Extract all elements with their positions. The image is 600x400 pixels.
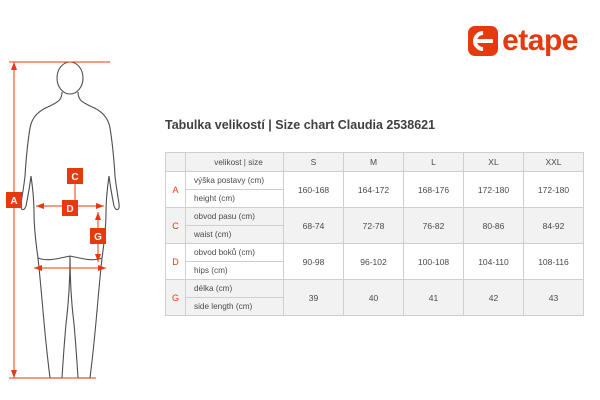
table-row [166, 280, 584, 316]
cell-c-xl: 80-86 [464, 208, 524, 244]
row-label-cz: výška postavy (cm) [186, 172, 283, 190]
table-row [166, 244, 584, 280]
row-label-cz: délka (cm) [186, 280, 283, 298]
header-size-xl: XL [464, 153, 524, 172]
cell-c-xxl: 84-92 [524, 208, 584, 244]
svg-text:G: G [94, 232, 102, 243]
header-size-l: L [404, 153, 464, 172]
cell-a-s: 160-168 [284, 172, 344, 208]
row-label-c [186, 208, 284, 244]
svg-text:C: C [71, 172, 79, 183]
row-label-en: hips (cm) [194, 266, 228, 275]
cell-g-m: 40 [344, 280, 404, 316]
row-letter-c: C [166, 208, 186, 244]
cell-g-s: 39 [284, 280, 344, 316]
row-label-en: height (cm) [194, 194, 235, 203]
page-title: Tabulka velikostí | Size chart Claudia 2538621 [165, 118, 436, 132]
table-row [166, 172, 584, 208]
cell-g-xxl: 43 [524, 280, 584, 316]
header-size-label: velikost | size [186, 153, 284, 172]
body-measurement-diagram [0, 0, 165, 400]
row-label-d [186, 244, 284, 280]
row-label-g [186, 280, 284, 316]
brand-name: etape [502, 24, 578, 57]
cell-d-l: 100-108 [404, 244, 464, 280]
cell-d-xl: 104-110 [464, 244, 524, 280]
row-letter-g: G [166, 280, 186, 316]
header-size-m: M [344, 153, 404, 172]
row-label-en: waist (cm) [194, 230, 232, 239]
cell-a-xl: 172-180 [464, 172, 524, 208]
table-row [166, 208, 584, 244]
cell-a-l: 168-176 [404, 172, 464, 208]
cell-c-m: 72-78 [344, 208, 404, 244]
cell-d-s: 90-98 [284, 244, 344, 280]
cell-c-s: 68-74 [284, 208, 344, 244]
cell-g-xl: 42 [464, 280, 524, 316]
header-size-s: S [284, 153, 344, 172]
table-header-row [166, 153, 584, 172]
svg-text:D: D [66, 204, 74, 215]
cell-d-m: 96-102 [344, 244, 404, 280]
cell-a-xxl: 172-180 [524, 172, 584, 208]
row-label-a [186, 172, 284, 208]
brand-logo [468, 26, 578, 56]
cell-a-m: 164-172 [344, 172, 404, 208]
cell-c-l: 76-82 [404, 208, 464, 244]
header-letter-cell [166, 153, 186, 172]
row-label-cz: obvod pasu (cm) [186, 208, 283, 226]
row-label-cz: obvod boků (cm) [186, 244, 283, 262]
etape-logo-icon [468, 26, 498, 56]
cell-g-l: 41 [404, 280, 464, 316]
cell-d-xxl: 108-116 [524, 244, 584, 280]
row-letter-d: D [166, 244, 186, 280]
svg-text:A: A [10, 196, 18, 207]
row-letter-a: A [166, 172, 186, 208]
header-size-xxl: XXL [524, 153, 584, 172]
row-label-en: side length (cm) [194, 302, 253, 311]
size-chart-table [165, 152, 584, 316]
